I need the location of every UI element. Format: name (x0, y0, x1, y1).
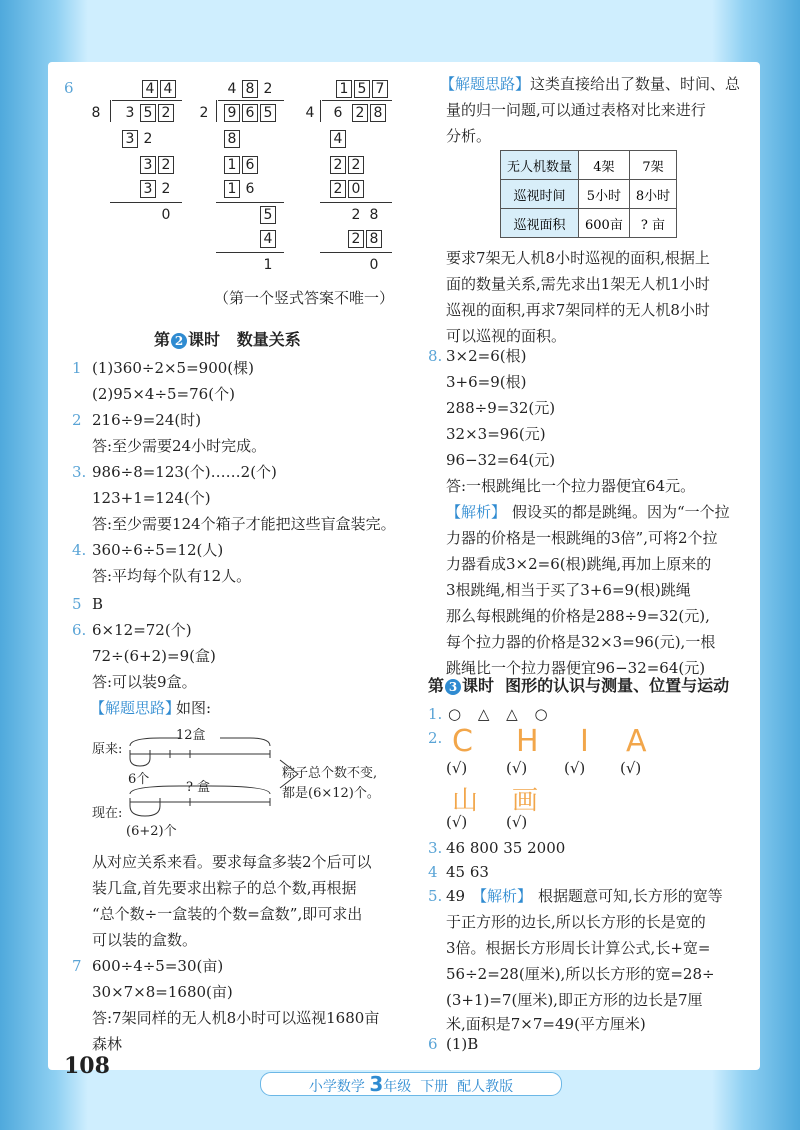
item-number: 2 (72, 411, 82, 429)
digit-box: 2 (352, 104, 368, 122)
digit: 2 (143, 131, 153, 147)
analysis-label: 【解析】 (472, 887, 533, 905)
table-row (501, 209, 677, 238)
lesson-suffix: 课时 (188, 330, 221, 349)
check-mark: (√) (506, 813, 528, 831)
digit-box: 8 (366, 230, 382, 248)
answer-line: 600÷4÷5=30(亩) (92, 957, 224, 975)
table-cell: 巡视面积 (501, 209, 579, 238)
digit-box: 6 (242, 156, 258, 174)
digit-box: 2 (330, 156, 346, 174)
footer-grade: 年级 (383, 1079, 412, 1095)
digit-box: 3 (140, 156, 156, 174)
table-cell: 无人机数量 (501, 151, 579, 180)
item-number: 1 (72, 359, 82, 377)
digit-box: 5 (260, 206, 276, 224)
letter-a: A (626, 724, 647, 759)
answer-line: (1)B (446, 1035, 479, 1053)
digit: 8 (369, 207, 379, 223)
digit-box: 2 (330, 180, 346, 198)
digit-box: 5 (354, 80, 370, 98)
answer-line: 49 (446, 887, 466, 905)
item-number: 1. (428, 705, 443, 723)
table-cell: ? 亩 (629, 209, 676, 238)
answer-line: 46 800 35 2000 (446, 839, 566, 857)
answer-line: 360÷6÷5=12(人) (92, 541, 224, 559)
rule-line (216, 202, 284, 203)
digit-box: 0 (348, 180, 364, 198)
answer-line: (1)360÷2×5=900(棵) (92, 359, 255, 377)
digit-box: 3 (122, 130, 138, 148)
digit-box: 6 (242, 104, 258, 122)
shape-answers: ○ △ △ ○ (448, 705, 554, 723)
bracket-line (110, 100, 111, 122)
diagram-six-label: 6个 (128, 772, 150, 787)
analysis-label: 【解析】 (446, 503, 507, 521)
digit-box: 1 (224, 156, 240, 174)
answer-line: 答:可以装9盒。 (92, 673, 197, 691)
answer-line: 答:至少需要24小时完成。 (92, 437, 267, 455)
item-number: 3. (428, 839, 443, 857)
digit-box: 2 (348, 230, 364, 248)
table-cell: 7架 (629, 151, 676, 180)
digit-box: 8 (224, 130, 240, 148)
rule-line (110, 202, 182, 203)
footer-edition: 配人教版 (457, 1079, 514, 1095)
tip-label: 【解题思路】 (90, 699, 181, 717)
letter-c: C (452, 724, 473, 759)
answer-line: 30×7×8=1680(亩) (92, 983, 233, 1001)
footer-grade-number: 3 (369, 1072, 384, 1096)
diagram-top-label: 12盒 (176, 728, 206, 743)
table-row (501, 151, 677, 180)
digit-box: 1 (336, 80, 352, 98)
diagram-bottom-label: (6+2)个 (126, 824, 177, 839)
lesson-3-heading (428, 676, 729, 696)
diagram-note-1: 粽子总个数不变, (282, 766, 378, 781)
digit-box: 4 (160, 80, 176, 98)
footer-term: 下册 (420, 1079, 449, 1095)
remainder: 1 (263, 257, 273, 273)
digit-box: 2 (158, 156, 174, 174)
tip-text: 如图: (176, 699, 212, 717)
answer-line: 3×2=6(根) (446, 347, 527, 365)
digit-box: 2 (158, 104, 174, 122)
item-number: 7 (72, 957, 82, 975)
item-number: 4 (428, 863, 438, 881)
digit-box: 4 (142, 80, 158, 98)
table-cell: 4架 (579, 151, 630, 180)
bracket-line (320, 100, 321, 122)
table-cell: 巡视时间 (501, 180, 579, 209)
digit-box: 4 (330, 130, 346, 148)
analysis-line: 力器看成3×2=6(根)跳绳,再加上原来的 (446, 555, 712, 573)
digit-box: 8 (242, 80, 258, 98)
paragraph-line: 面的数量关系,需先求出1架无人机1小时 (446, 275, 710, 293)
answer-line: 答:7架同样的无人机8小时可以巡视1680亩 (92, 1009, 380, 1027)
digit: 4 (227, 81, 237, 97)
lesson-number-badge: 2 (171, 333, 187, 349)
check-mark: (√) (564, 759, 586, 777)
analysis-line: 3倍。根据长方形周长计算公式,长+宽= (446, 939, 711, 957)
item-number: 6. (72, 621, 87, 639)
check-mark: (√) (620, 759, 642, 777)
rule-line (320, 252, 392, 253)
remainder: 0 (369, 257, 379, 273)
paragraph-line: 要求7架无人机8小时巡视的面积,根据上 (446, 249, 710, 267)
analysis-line: 56÷2=28(厘米),所以长方形的宽=28÷ (446, 965, 715, 983)
divisor: 8 (91, 105, 101, 121)
check-mark: (√) (506, 759, 528, 777)
answer-line: B (92, 595, 104, 613)
page-number: 108 (64, 1053, 110, 1079)
paragraph-line: “总个数÷一盒装的个数=盒数”,即可求出 (92, 905, 363, 923)
lesson-2-heading (154, 330, 301, 350)
digit-box: 2 (348, 156, 364, 174)
rule-line (320, 202, 392, 203)
item-number: 8. (428, 347, 443, 365)
bracket-line (322, 100, 392, 101)
answer-line: 答:平均每个队有12人。 (92, 567, 252, 585)
diagram-question-label: ? 盒 (186, 780, 211, 795)
digit-box: 1 (224, 180, 240, 198)
item-number: 3. (72, 463, 87, 481)
digit-box: 5 (260, 104, 276, 122)
table-cell: 600亩 (579, 209, 630, 238)
item-number: 4. (72, 541, 87, 559)
lesson-title: 图形的认识与测量、位置与运动 (505, 676, 730, 695)
analysis-line: 根据题意可知,长方形的宽等 (538, 887, 723, 905)
check-mark: (√) (446, 813, 468, 831)
drone-table (500, 150, 677, 238)
paragraph-line: 可以巡视的面积。 (446, 327, 567, 345)
digit: 3 (125, 105, 135, 121)
answer-line: 3+6=9(根) (446, 373, 527, 391)
footer-banner (260, 1072, 562, 1096)
analysis-line: 力器的价格是一根跳绳的3倍”,可将2个拉 (446, 529, 718, 547)
bracket-line (112, 100, 182, 101)
bracket-line (216, 100, 217, 122)
analysis-line: 那么每根跳绳的价格是288÷9=32(元), (446, 607, 710, 625)
tip-line: 这类直接给出了数量、时间、总 (530, 75, 741, 93)
digit-box: 3 (140, 180, 156, 198)
table-cell: 5小时 (579, 180, 630, 209)
answer-line: 72÷(6+2)=9(盒) (92, 647, 216, 665)
analysis-line: 每个拉力器的价格是32×3=96(元),一根 (446, 633, 716, 651)
digit: 2 (161, 181, 171, 197)
letter-h: H (516, 724, 539, 759)
answer-line: 288÷9=32(元) (446, 399, 556, 417)
analysis-line: 跳绳比一个拉力器便宜96−32=64(元) (446, 659, 706, 677)
table-row (501, 180, 677, 209)
digit-box: 4 (260, 230, 276, 248)
letter-i: I (580, 724, 589, 759)
lesson-prefix: 第 (154, 330, 171, 349)
answer-line: 986÷8=123(个)……2(个) (92, 463, 277, 481)
digit: 2 (263, 81, 273, 97)
answer-line: 45 63 (446, 863, 489, 881)
tip-label: 【解题思路】 (440, 75, 531, 93)
item-number: 2. (428, 729, 443, 747)
lesson-prefix: 第 (428, 676, 445, 695)
remainder: 0 (161, 207, 171, 223)
check-mark: (√) (446, 759, 468, 777)
digit-box: 7 (372, 80, 388, 98)
diagram-note-2: 都是(6×12)个。 (282, 786, 380, 801)
analysis-line: (3+1)=7(厘米),即正方形的边长是7厘 (446, 991, 703, 1009)
digit-box: 8 (370, 104, 386, 122)
answer-line: 6×12=72(个) (92, 621, 192, 639)
digit: 2 (351, 207, 361, 223)
answer-line: 123+1=124(个) (92, 489, 211, 507)
digit: 6 (245, 181, 255, 197)
paragraph-line: 巡视的面积,再求7架同样的无人机8小时 (446, 301, 710, 319)
tip-line: 量的归一问题,可以通过表格对比来进行 (446, 101, 706, 119)
answer-line: 答:一根跳绳比一个拉力器便宜64元。 (446, 477, 696, 495)
table-cell: 8小时 (629, 180, 676, 209)
analysis-line: 于正方形的边长,所以长方形的长是宽的 (446, 913, 706, 931)
paragraph-line: 从对应关系来看。要求每盒多装2个后可以 (92, 853, 372, 871)
tip-line: 分析。 (446, 127, 492, 145)
lesson-suffix: 课时 (462, 676, 495, 695)
analysis-line: 假设买的都是跳绳。因为“一个拉 (512, 503, 730, 521)
lesson-title: 数量关系 (236, 330, 301, 349)
rule-line (216, 252, 284, 253)
item-number: 5 (72, 595, 82, 613)
item-number: 6 (428, 1035, 438, 1053)
digit-box: 5 (140, 104, 156, 122)
lesson-number-badge: 3 (445, 679, 461, 695)
answer-line: (2)95×4÷5=76(个) (92, 385, 235, 403)
answer-line: 森林 (92, 1035, 123, 1053)
item-number: 6 (64, 79, 74, 97)
diagram-after-label: 现在: (92, 806, 123, 821)
answer-line: 96−32=64(元) (446, 451, 556, 469)
answer-line: 32×3=96(元) (446, 425, 546, 443)
divisor: 4 (305, 105, 315, 121)
digit-box: 9 (224, 104, 240, 122)
paragraph-line: 可以装的盒数。 (92, 931, 198, 949)
char-hua: 画 (512, 786, 539, 816)
diagram-before-label: 原来: (92, 742, 123, 757)
division-note: （第一个竖式答案不唯一） (214, 289, 395, 307)
paragraph-line: 装几盒,首先要求出粽子的总个数,再根据 (92, 879, 357, 897)
answer-line: 答:至少需要124个箱子才能把这些盲盒装完。 (92, 515, 396, 533)
analysis-line: 米,面积是7×7=49(平方厘米) (446, 1015, 646, 1033)
answer-line: 216÷9=24(时) (92, 411, 202, 429)
divisor: 2 (199, 105, 209, 121)
item-number: 5. (428, 887, 443, 905)
bracket-line (218, 100, 284, 101)
digit: 6 (333, 105, 343, 121)
char-shan: 山 (452, 786, 479, 816)
analysis-line: 3根跳绳,相当于买了3+6=9(根)跳绳 (446, 581, 691, 599)
footer-subject: 小学数学 (308, 1079, 365, 1095)
